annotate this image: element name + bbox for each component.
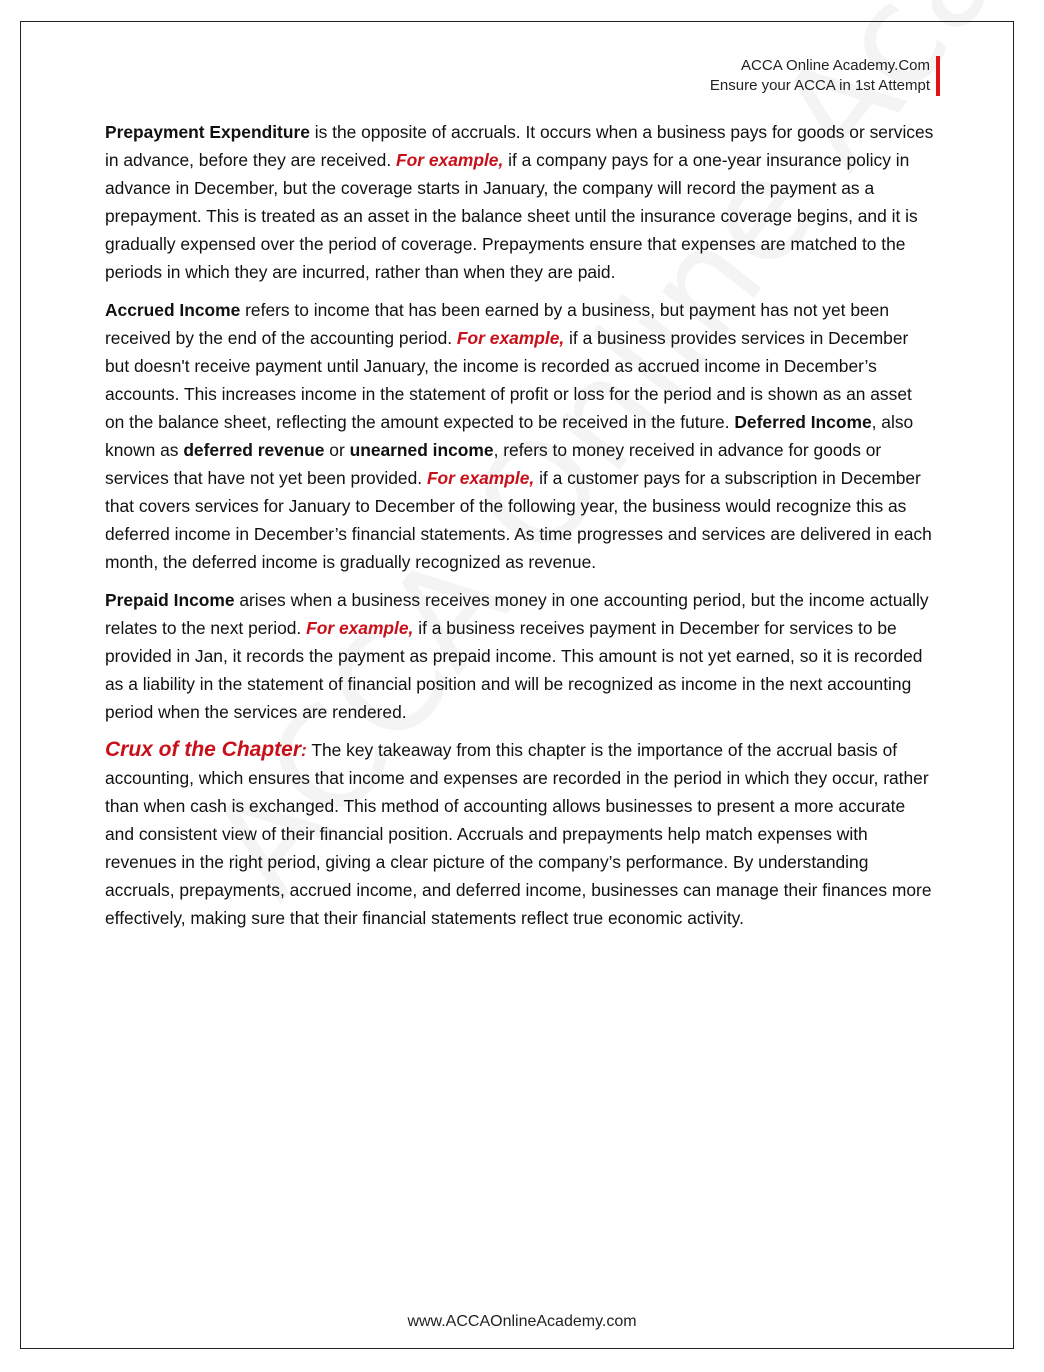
text: if a customer pays for a subscription in December that covers services for January to December of the following year, the business would recognize this as deferred income in December’s financial statements. As time progresses and services are delivered in each month, the deferred income is gradually recognized as revenue. [105, 468, 932, 572]
term-prepayment-expenditure: Prepayment Expenditure [105, 122, 310, 142]
text: if a business provides services in December but doesn't receive payment until January, the income is recorded as accrued income in December’s accounts. This increases income in the statement of profit or loss for the period and is shown as an asset on the balance sheet, reflecting the amount expected to be received in the future. [105, 328, 912, 432]
page-header [710, 56, 930, 96]
crux-title: Crux of the Chapter [105, 738, 302, 761]
paragraph-accrued-income [105, 296, 935, 576]
term-deferred-revenue: deferred revenue [183, 440, 325, 460]
paragraph-prepayment-expenditure [105, 118, 935, 286]
term-deferred-income: Deferred Income [734, 412, 872, 432]
footer-url: www.ACCAOnlineAcademy.com [407, 1313, 637, 1330]
text: , refers to money received in advance for goods or services that have not yet been provided. [105, 440, 882, 488]
text: refers to income that has been earned by a business, but payment has not yet been received by the end of the accounting period. [105, 300, 890, 348]
paragraph-prepaid-income [105, 586, 935, 726]
example-label: For example, [426, 468, 535, 488]
example-label: For example, [456, 328, 565, 348]
header-accent-bar [936, 56, 940, 96]
text: if a company pays for a one-year insurance policy in advance in December, but the coverage starts in January, the company will record the payment as a prepayment. This is treated as an asset in the balance sheet until the insurance coverage begins, and it is gradually expensed over the period of coverage. Prepayments ensure that expenses are matched to the periods in which they are incurred, rather than when they are paid. [105, 150, 918, 282]
term-unearned-income: unearned income [349, 440, 494, 460]
header-tagline: Ensure your ACCA in 1st Attempt [709, 77, 930, 94]
term-accrued-income: Accrued Income [105, 300, 241, 320]
text: The key takeaway from this chapter is the importance of the accrual basis of accounting, which ensures that income and expenses are recorded in the period in which they occur, rather than when cash is exchanged. This method of accounting allows businesses to present a more accurate and consistent view of their financial position. Accruals and prepayments help match expenses with revenues in the right period, giving a clear picture of the company’s performance. By understanding accruals, prepayments, accrued income, and deferred income, businesses can manage their finances more effectively, making sure that their financial statements reflect true economic activity. [105, 740, 932, 928]
text: , also known as [105, 412, 914, 460]
crux-colon: : [301, 740, 307, 760]
text: arises when a business receives money in one accounting period, but the income actually relates to the next period. [105, 590, 929, 638]
paragraph-crux [105, 736, 935, 932]
example-label: For example, [396, 150, 504, 170]
term-prepaid-income: Prepaid Income [105, 590, 235, 610]
header-title: ACCA Online Academy.Com [741, 57, 930, 74]
text: or [324, 440, 350, 460]
text: is the opposite of accruals. It occurs when a business pays for goods or services in advance, before they are received. [105, 122, 934, 170]
document-body [105, 118, 935, 942]
text: if a business receives payment in December for services to be provided in Jan, it records the payment as prepaid income. This amount is not yet earned, so it is recorded as a liability in the statement of financial position and will be recognized as income in the next accounting period when the services are rendered. [105, 618, 923, 722]
example-label: For example, [306, 618, 414, 638]
